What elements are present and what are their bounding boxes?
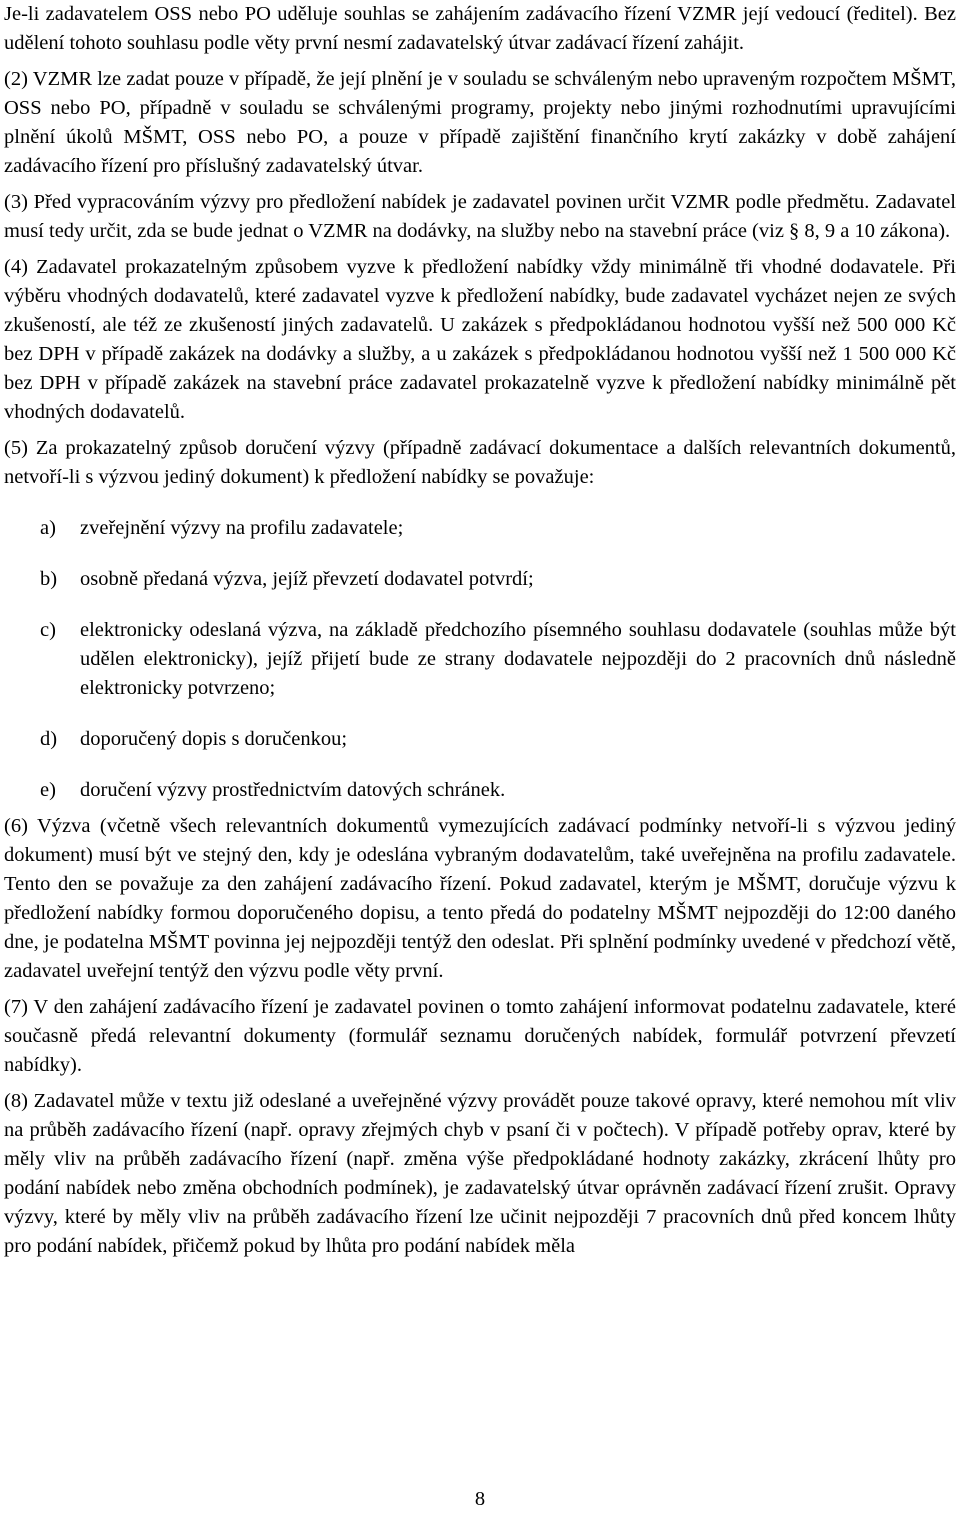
list-marker: a) [40, 517, 56, 539]
paragraph-7: (7) V den zahájení zadávacího řízení je zadavatel povinen o tomto zahájení informovat podatelnu zadavatele, které současně předá relevantní dokumenty (formulář seznamu doručených nabídek, formulář potvrzení převzetí nabídky). [4, 996, 956, 1076]
list-marker: d) [40, 728, 58, 750]
paragraph-4: (4) Zadavatel prokazatelným způsobem vyzve k předložení nabídky vždy minimálně tři vhodné dodavatele. Při výběru vhodných dodavatelů, které zadavatel vyzve k předložení nabídky, bude zadavatel vycházet nejen ze svých zkušeností, ale též ze zkušeností jiných zadavatelů. U zakázek s předpokládanou hodnotou vyšší než 500 000 Kč bez DPH v případě zakázek na dodávky a služby, a u zakázek s předpokládanou hodnotou vyšší než 1 500 000 Kč bez DPH v případě zakázek na stavební práce zadavatel prokazatelně vyzve k předložení nabídky minimálně pět vhodných dodavatelů. [4, 256, 956, 423]
list-marker: e) [40, 779, 56, 801]
document-page [4, 0, 956, 1261]
list-item-text: elektronicky odeslaná výzva, na základě předchozího písemného souhlasu dodavatele (souhlas může být udělen elektronicky), jejíž přijetí bude ze strany dodavatele nejpozději do 2 pracovních dnů následně elektronicky potvrzeno; [80, 619, 956, 699]
list-marker: b) [40, 568, 58, 590]
paragraph-6: (6) Výzva (včetně všech relevantních dokumentů vymezujících zadávací podmínky netvoří-li s výzvou jediný dokument) musí být ve stejný den, kdy je odeslána vybraným dodavatelům, také uveřejněna na profilu zadavatele. Tento den se považuje za den zahájení zadávacího řízení. Pokud zadavatel, kterým je MŠMT, doručuje výzvu k předložení nabídky formou doporučeného dopisu, a tento předá do podatelny MŠMT nejpozději do 12:00 daného dne, je podatelna MŠMT povinna jej nejpozději tentýž den odeslat. Při splnění podmínky uvedené v předchozí větě, zadavatel uveřejní tentýž den výzvu podle věty první. [4, 815, 956, 982]
list-item [4, 565, 956, 594]
list-item [4, 514, 956, 543]
paragraph-5: (5) Za prokazatelný způsob doručení výzvy (případně zadávací dokumentace a dalších relevantních dokumentů, netvoří-li s výzvou jediný dokument) k předložení nabídky se považuje: [4, 437, 956, 488]
delivery-methods-list [4, 514, 956, 805]
paragraph-2: (2) VZMR lze zadat pouze v případě, že její plnění je v souladu se schváleným nebo upraveným rozpočtem MŠMT, OSS nebo PO, případně v souladu se schválenými programy, projekty nebo jinými rozhodnutími upravujícími plnění úkolů MŠMT, OSS nebo PO, a pouze v případě zajištění finančního krytí zakázky v době zahájení zadávacího řízení pro příslušný zadavatelský útvar. [4, 68, 956, 177]
list-item-text: doporučený dopis s doručenkou; [80, 728, 348, 750]
list-item-text: zveřejnění výzvy na profilu zadavatele; [80, 517, 404, 539]
paragraph-3: (3) Před vypracováním výzvy pro předložení nabídek je zadavatel povinen určit VZMR podle předmětu. Zadavatel musí tedy určit, zda se bude jednat o VZMR na dodávky, na služby nebo na stavební práce (viz § 8, 9 a 10 zákona). [4, 191, 956, 242]
paragraph-intro: Je-li zadavatelem OSS nebo PO uděluje souhlas se zahájením zadávacího řízení VZMR její vedoucí (ředitel). Bez udělení tohoto souhlasu podle věty první nesmí zadavatelský útvar zadávací řízení zahájit. [4, 3, 956, 54]
list-marker: c) [40, 619, 56, 641]
list-item [4, 725, 956, 754]
list-item [4, 616, 956, 703]
list-item-text: doručení výzvy prostřednictvím datových schránek. [80, 779, 506, 801]
paragraph-8: (8) Zadavatel může v textu již odeslané a uveřejněné výzvy provádět pouze takové opravy, které nemohou mít vliv na průběh zadávacího řízení (např. opravy zřejmých chyb v psaní či v počtech). V případě potřeby oprav, které by měly vliv na průběh zadávacího řízení (např. změna výše předpokládané hodnoty zakázky, zkrácení lhůty pro podání nabídek nebo změna obchodních podmínek), je zadavatelský útvar oprávněn zadávací řízení zrušit. Opravy výzvy, které by měly vliv na průběh zadávacího řízení lze učinit nejpozději 7 pracovních dnů před koncem lhůty pro podání nabídek, přičemž pokud by lhůta pro podání nabídek měla [4, 1090, 956, 1257]
page-number: 8 [474, 1488, 486, 1510]
list-item [4, 776, 956, 805]
list-item-text: osobně předaná výzva, jejíž převzetí dodavatel potvrdí; [80, 568, 534, 590]
